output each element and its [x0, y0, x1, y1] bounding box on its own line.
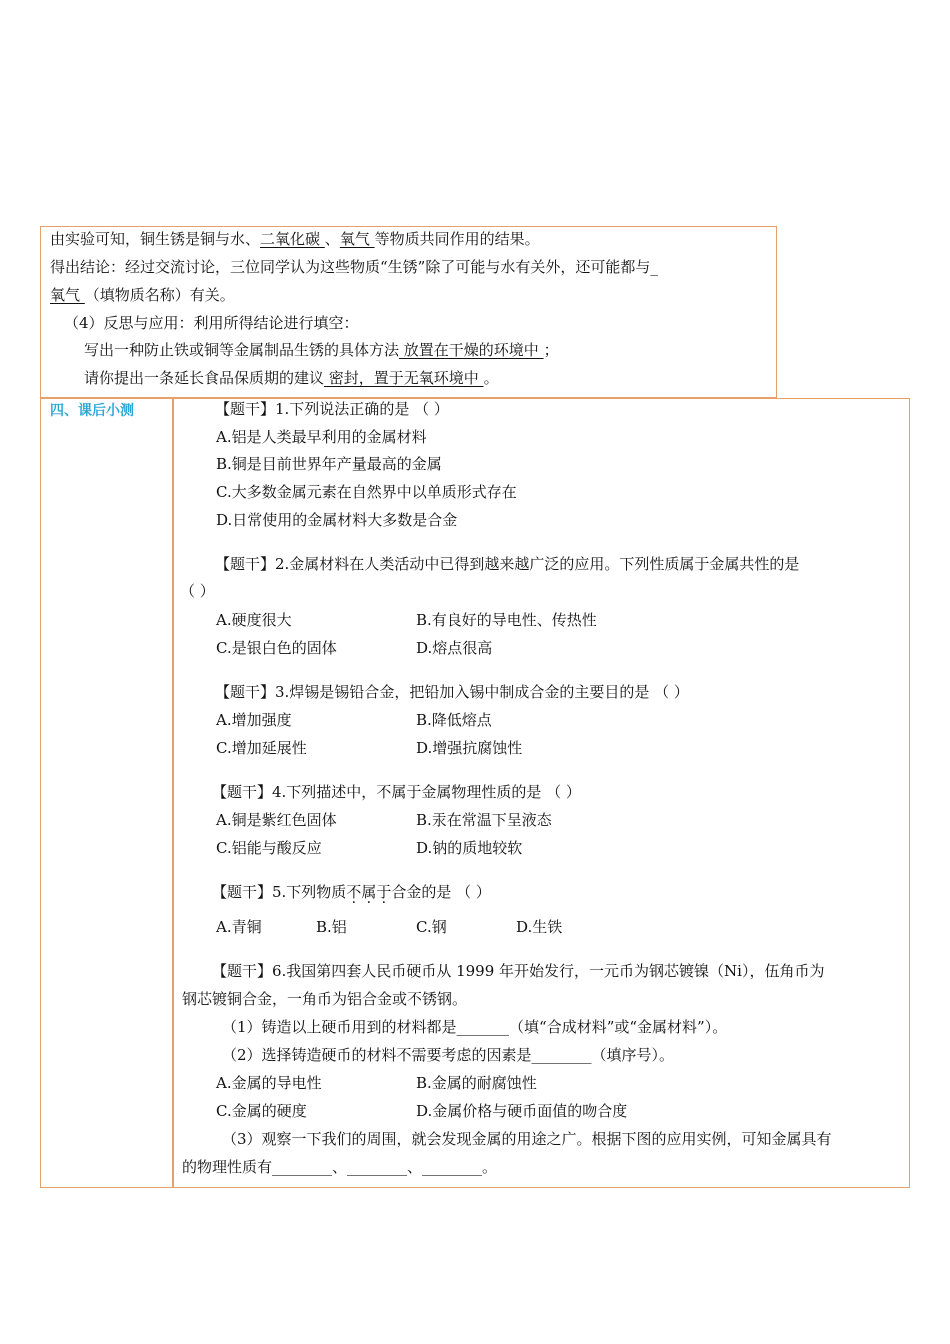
food-preservation-line: 请你提出一条延长食品保质期的建议 密封，置于无氧环境中 。 — [84, 369, 499, 387]
q2-option-b: B.有良好的导电性、传热性 — [416, 611, 597, 629]
q4-option-b: B.汞在常温下呈液态 — [416, 811, 552, 829]
q5-option-a: A.青铜 — [216, 918, 262, 936]
q4-option-a: A.铜是紫红色固体 — [216, 811, 337, 829]
conclusion-line-1: 由实验可知，铜生锈是铜与水、二氧化碳 、氧气 等物质共同作用的结果。 — [50, 230, 540, 248]
conclusion-line-3: 氧气 （填物质名称）有关。 — [50, 286, 235, 304]
rust-prevention-line: 写出一种防止铁或铜等金属制品生锈的具体方法 放置在干燥的环境中 ； — [84, 341, 559, 359]
q4-option-c: C.铝能与酸反应 — [216, 839, 322, 857]
emphasis-char: 属 — [361, 883, 377, 901]
q3-stem: 【题干】3.焊锡是锡铅合金，把铅加入锡中制成合金的主要目的是 （ ） — [215, 683, 689, 701]
conclusion-line-2: 得出结论：经过交流讨论，三位同学认为这些物质“生锈”除了可能与水有关外，还可能都与_ — [50, 258, 658, 276]
q6-part-3b: 的物理性质有________、________、________。 — [182, 1158, 498, 1176]
q2-option-d: D.熔点很高 — [416, 639, 493, 657]
quiz-table-divider — [172, 398, 174, 1188]
q3-option-d: D.增强抗腐蚀性 — [416, 739, 523, 757]
q1-option-c: C.大多数金属元素在自然界中以单质形式存在 — [216, 483, 517, 501]
q6-part-1: （1）铸造以上硬币用到的材料都是_______（填“合成材料”或“金属材料”）。 — [222, 1018, 728, 1036]
reflection-heading: （4）反思与应用：利用所得结论进行填空： — [64, 314, 359, 332]
q6-option-c: C.金属的硬度 — [216, 1102, 307, 1120]
q1-option-b: B.铜是目前世界年产量最高的金属 — [216, 455, 442, 473]
q5-option-d: D.生铁 — [516, 918, 563, 936]
q6-option-b: B.金属的耐腐蚀性 — [416, 1074, 537, 1092]
answer-oxygen-2: 氧气 — [50, 286, 85, 304]
q6-part-2: （2）选择铸造硬币的材料不需要考虑的因素是________（填序号）。 — [222, 1046, 675, 1064]
q6-stem-2: 钢芯镀铜合金，一角币为铝合金或不锈钢。 — [182, 990, 468, 1008]
q2-option-c: C.是银白色的固体 — [216, 639, 337, 657]
q3-option-c: C.增加延展性 — [216, 739, 307, 757]
q6-part-3a: （3）观察一下我们的周围，就会发现金属的用途之广。根据下图的应用实例，可知金属具有 — [222, 1130, 832, 1148]
q1-stem: 【题干】1.下列说法正确的是 （ ） — [215, 400, 449, 418]
q6-option-a: A.金属的导电性 — [216, 1074, 322, 1092]
answer-carbon-dioxide: 二氧化碳 — [260, 230, 325, 248]
answer-oxygen: 氧气 — [339, 230, 375, 248]
q6-option-d: D.金属价格与硬币面值的吻合度 — [416, 1102, 628, 1120]
q4-stem: 【题干】4.下列描述中，不属于金属物理性质的是 （ ） — [212, 783, 581, 801]
q3-option-a: A.增加强度 — [216, 711, 292, 729]
q2-option-a: A.硬度很大 — [216, 611, 292, 629]
q5-option-b: B.铝 — [316, 918, 347, 936]
answer-dry-environment: 放置在干燥的环境中 — [399, 341, 544, 359]
q6-stem-1: 【题干】6.我国第四套人民币硬币从 1999 年开始发行，一元币为钢芯镀镍（Ni），伍角币为 — [212, 962, 825, 980]
emphasis-char: 不 — [346, 883, 362, 901]
q2-stem: 【题干】2.金属材料在人类活动中已得到越来越广泛的应用。下列性质属于金属共性的是 — [215, 555, 800, 573]
q4-option-d: D.钠的质地较软 — [416, 839, 523, 857]
answer-sealed-oxygen-free: 密封，置于无氧环境中 — [324, 369, 484, 387]
q3-option-b: B.降低熔点 — [416, 711, 492, 729]
q2-paren: （ ） — [180, 582, 215, 600]
q1-option-d: D.日常使用的金属材料大多数是合金 — [216, 511, 458, 529]
emphasis-char: 于 — [376, 883, 392, 901]
q5-stem: 【题干】5.下列物质不属于合金的是 （ ） — [212, 883, 491, 901]
section-label: 四、课后小测 — [50, 403, 134, 419]
q1-option-a: A.铝是人类最早利用的金属材料 — [216, 428, 427, 446]
q5-option-c: C.钢 — [416, 918, 447, 936]
